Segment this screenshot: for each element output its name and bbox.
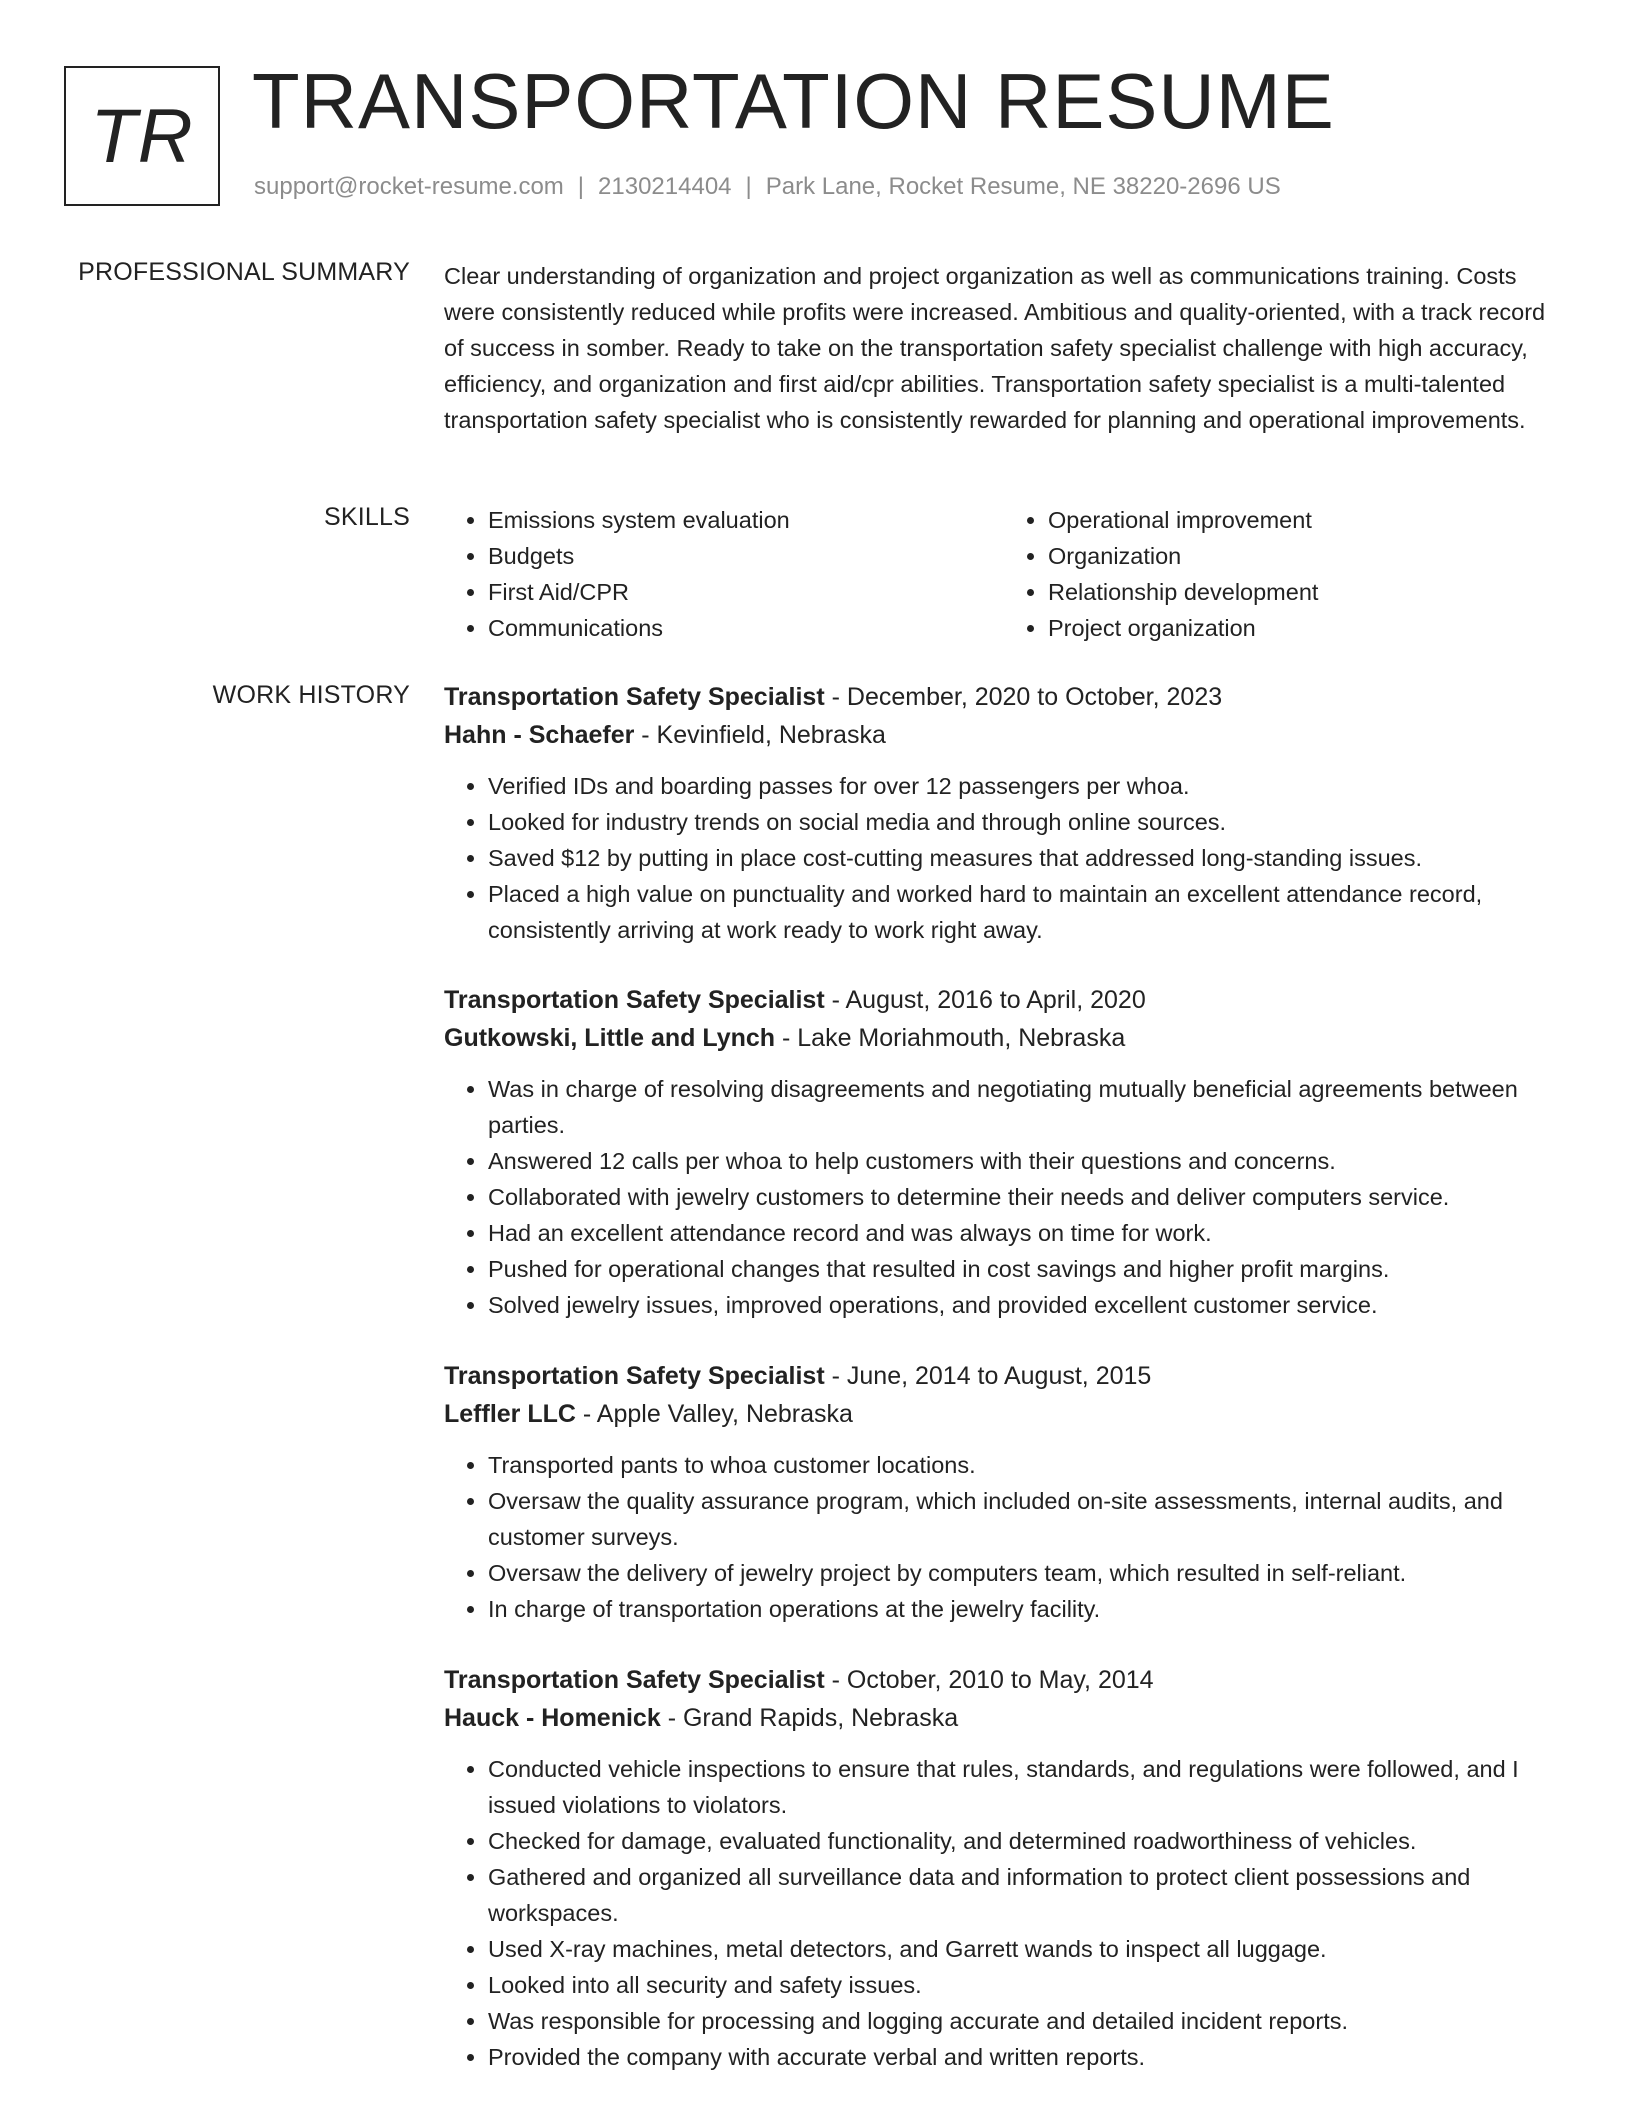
section-label-summary: PROFESSIONAL SUMMARY — [78, 258, 410, 286]
job-company: Leffler LLC — [444, 1400, 576, 1428]
job-bullet: • Used X-ray machines, metal detectors, and Garrett wands to inspect all luggage. — [488, 1931, 1564, 1967]
job-dates: - June, 2014 to August, 2015 — [824, 1362, 1152, 1390]
job-bullet: • Solved jewelry issues, improved operations, and provided excellent customer service. — [488, 1287, 1564, 1323]
job-bullet: • Looked for industry trends on social media and through online sources. — [488, 804, 1564, 840]
job-bullet: • Looked into all security and safety issues. — [488, 1967, 1564, 2003]
job-company-line — [444, 1699, 1564, 1737]
skill-item: • Project organization — [1048, 610, 1564, 646]
job-title-line — [444, 678, 1564, 716]
job-dates: - October, 2010 to May, 2014 — [824, 1666, 1154, 1694]
skills-column-right — [1004, 502, 1564, 646]
job-title: Transportation Safety Specialist — [444, 986, 825, 1014]
monogram-initials: TR — [90, 93, 194, 179]
job-bullets — [444, 1071, 1564, 1323]
job-bullet: • Transported pants to whoa customer locations. — [488, 1447, 1564, 1483]
contact-email: support@rocket-resume.com — [254, 173, 564, 200]
job-company-line — [444, 1019, 1564, 1057]
skill-item: • Operational improvement — [1048, 502, 1564, 538]
skill-item: • First Aid/CPR — [488, 574, 1004, 610]
job-bullet: • Pushed for operational changes that resulted in cost savings and higher profit margins. — [488, 1251, 1564, 1287]
skill-item: • Communications — [488, 610, 1004, 646]
job-bullet: • Oversaw the delivery of jewelry project by computers team, which resulted in self-reliant. — [488, 1555, 1564, 1591]
job-bullets — [444, 1751, 1564, 2075]
contact-line — [254, 173, 1281, 201]
skills-column-left — [444, 502, 1004, 646]
job-entry — [444, 678, 1564, 948]
job-bullet: • Had an excellent attendance record and was always on time for work. — [488, 1215, 1564, 1251]
job-company-line — [444, 1395, 1564, 1433]
job-bullet: • Checked for damage, evaluated functionality, and determined roadworthiness of vehicles. — [488, 1823, 1564, 1859]
skill-item: • Organization — [1048, 538, 1564, 574]
job-location: - Kevinfield, Nebraska — [634, 721, 886, 749]
job-company: Gutkowski, Little and Lynch — [444, 1024, 776, 1052]
job-dates: - August, 2016 to April, 2020 — [824, 986, 1146, 1014]
job-bullet: • Placed a high value on punctuality and worked hard to maintain an excellent attendance record, consistently arriving at work ready to work right away. — [488, 876, 1564, 948]
job-bullet: • Was responsible for processing and logging accurate and detailed incident reports. — [488, 2003, 1564, 2039]
section-label-skills: SKILLS — [324, 503, 410, 531]
job-company: Hauck - Homenick — [444, 1704, 661, 1732]
job-entry — [444, 981, 1564, 1323]
job-title: Transportation Safety Specialist — [444, 683, 825, 711]
job-title-line — [444, 981, 1564, 1019]
job-title: Transportation Safety Specialist — [444, 1362, 825, 1390]
job-entry — [444, 1357, 1564, 1627]
job-location: - Lake Moriahmouth, Nebraska — [775, 1024, 1126, 1052]
job-title: Transportation Safety Specialist — [444, 1666, 825, 1694]
job-company: Hahn - Schaefer — [444, 721, 635, 749]
job-title-line — [444, 1357, 1564, 1395]
job-location: - Grand Rapids, Nebraska — [660, 1704, 959, 1732]
job-bullet: • In charge of transportation operations at the jewelry facility. — [488, 1591, 1564, 1627]
job-bullet: • Saved $12 by putting in place cost-cutting measures that addressed long-standing issues. — [488, 840, 1564, 876]
job-bullets — [444, 1447, 1564, 1627]
skill-item: • Emissions system evaluation — [488, 502, 1004, 538]
job-bullet: • Verified IDs and boarding passes for over 12 passengers per whoa. — [488, 768, 1564, 804]
monogram-box — [64, 66, 220, 206]
job-title-line — [444, 1661, 1564, 1699]
skill-item: • Budgets — [488, 538, 1004, 574]
skill-item: • Relationship development — [1048, 574, 1564, 610]
job-bullet: • Oversaw the quality assurance program, which included on-site assessments, internal audits, and customer surveys. — [488, 1483, 1564, 1555]
job-company-line — [444, 716, 1564, 754]
job-dates: - December, 2020 to October, 2023 — [824, 683, 1223, 711]
contact-separator: | — [577, 173, 585, 200]
job-location: - Apple Valley, Nebraska — [575, 1400, 853, 1428]
job-bullet: • Provided the company with accurate verbal and written reports. — [488, 2039, 1564, 2075]
job-entry — [444, 1661, 1564, 2075]
job-bullet: • Gathered and organized all surveillance data and information to protect client possessions and workspaces. — [488, 1859, 1564, 1931]
job-bullet: • Collaborated with jewelry customers to determine their needs and deliver computers service. — [488, 1179, 1564, 1215]
job-bullets — [444, 768, 1564, 948]
job-bullet: • Conducted vehicle inspections to ensure that rules, standards, and regulations were followed, and I issued violations to violators. — [488, 1751, 1564, 1823]
summary-text: Clear understanding of organization and project organization as well as communications training. Costs were consistently reduced while profits were increased. Ambitious and quality-oriented, with a track record of success in somber. Ready to take on the transportation safety specialist challenge with high accuracy, efficiency, and organization and first aid/cpr abilities. Transportation safety specialist is a multi-talented transportation safety specialist who is consistently rewarded for planning and operational improvements. — [444, 263, 1546, 433]
skills-list — [444, 502, 1564, 646]
contact-address: Park Lane, Rocket Resume, NE 38220-2696 US — [765, 173, 1281, 200]
contact-separator: | — [745, 173, 752, 200]
job-bullet: • Was in charge of resolving disagreements and negotiating mutually beneficial agreements between parties. — [488, 1071, 1564, 1143]
job-bullet: • Answered 12 calls per whoa to help customers with their questions and concerns. — [488, 1143, 1564, 1179]
section-label-work-history: WORK HISTORY — [212, 681, 410, 709]
contact-phone: 2130214404 — [598, 173, 732, 200]
resume-title: TRANSPORTATION RESUME — [252, 57, 1335, 145]
